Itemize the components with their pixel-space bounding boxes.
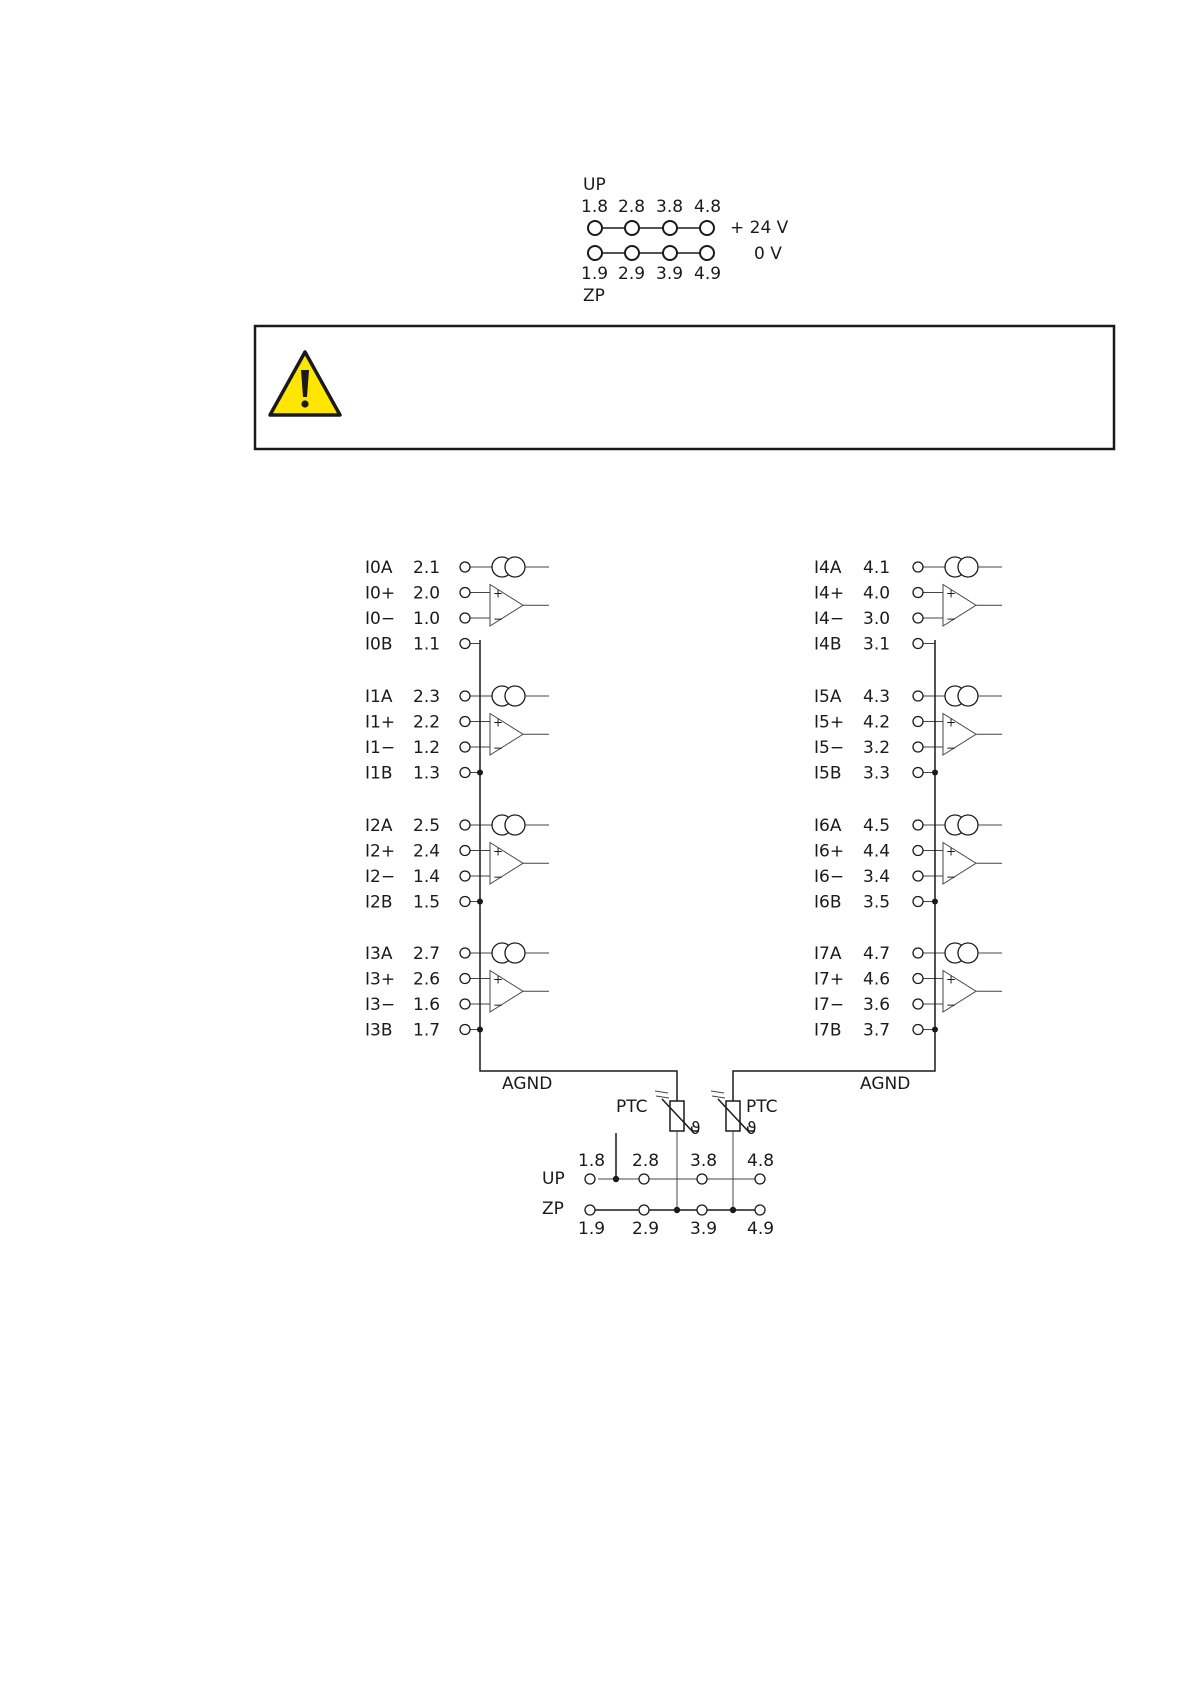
channel-name-label: I1+ [365,712,396,733]
terminal-circle [913,1025,923,1035]
terminal-circle [663,246,677,260]
terminal-number-label: 3.2 [863,738,891,758]
terminal-number-label: 1.6 [413,995,441,1015]
terminal-number-label: 1.3 [413,763,441,784]
agnd-wire-left [480,640,677,1110]
opamp-minus-sign: − [946,612,957,626]
terminal-circle [700,221,714,235]
channel-blocks [365,557,1002,1041]
terminal-circle [460,691,470,701]
channel-group [814,943,1002,1041]
terminal-circle [913,948,923,958]
opamp-minus-sign: − [493,612,504,626]
zp-terminal-label: 4.9 [694,264,722,284]
terminal-number-label: 4.6 [863,969,891,990]
channel-group [365,943,549,1041]
terminal-number-label: 2.0 [413,583,441,604]
terminal-circle [913,846,923,856]
terminal-circle [460,639,470,649]
terminal-circle [913,613,923,623]
terminal-number-label: 4.0 [863,583,891,604]
opamp-plus-sign: + [946,715,957,730]
terminal-circle [588,221,602,235]
channel-name-label: I6− [814,867,845,887]
channel-name-label: I3A [365,944,393,964]
channel-name-label: I2B [365,892,393,913]
opamp-plus-sign: + [493,586,504,601]
channel-name-label: I2A [365,816,393,836]
zp-terminal-label: 1.9 [581,264,609,284]
terminal-circle [913,820,923,830]
terminal-number-label: 3.6 [863,995,891,1015]
terminal-circle [697,1174,707,1184]
opamp-plus-sign: + [946,586,957,601]
terminal-circle [755,1174,765,1184]
terminal-circle [913,639,923,649]
terminal-circle [460,820,470,830]
channel-name-label: I5+ [814,712,845,733]
terminal-number-label: 3.0 [863,609,891,629]
terminal-circle [625,221,639,235]
junction-dot [613,1176,619,1182]
current-source-icon [958,557,978,577]
ptc-heat-arrows-left [655,1091,669,1098]
ptc-temp-symbol-left: ϑ [690,1119,701,1139]
terminal-circle [460,897,470,907]
terminal-number-label: 2.2 [413,712,441,733]
terminal-number-label: 3.5 [863,892,891,913]
terminal-circle [913,897,923,907]
channel-name-label: I5B [814,763,842,784]
terminal-number-label: 1.0 [413,609,441,629]
channel-name-label: I5− [814,738,845,758]
zero-volt-label: 0 V [754,244,782,264]
terminal-circle [460,948,470,958]
opamp-minus-sign: − [946,741,957,755]
terminal-number-label: 1.5 [413,892,441,913]
bottom-up-terminal-label: 2.8 [632,1151,660,1171]
warning-frame [255,326,1114,449]
terminal-circle [913,999,923,1009]
terminal-number-label: 2.3 [413,687,441,707]
agnd-label-left: AGND [502,1074,553,1094]
channel-name-label: I6B [814,892,842,913]
terminal-number-label: 4.5 [863,816,891,836]
bottom-zp-terminal-label: 3.9 [690,1219,718,1239]
channel-name-label: I1B [365,763,393,784]
opamp-plus-sign: + [493,844,504,859]
channel-group [365,557,549,655]
channel-name-label: I4− [814,609,845,629]
terminal-circle [460,846,470,856]
terminal-circle [663,221,677,235]
terminal-number-label: 1.4 [413,867,441,887]
terminal-circle [700,246,714,260]
terminal-circle [639,1174,649,1184]
terminal-circle [460,742,470,752]
terminal-number-label: 2.5 [413,816,441,836]
warning-box [255,326,1114,449]
terminal-number-label: 4.2 [863,712,891,733]
terminal-circle [460,974,470,984]
terminal-number-label: 4.1 [863,558,891,578]
terminal-circle [585,1174,595,1184]
ptc-label-right: PTC [746,1097,778,1117]
channel-group [814,557,1002,655]
zp-terminal-label: 3.9 [656,264,684,284]
terminal-number-label: 2.6 [413,969,441,990]
channel-group [365,815,549,913]
terminal-number-label: 1.1 [413,634,441,655]
terminal-circle [460,613,470,623]
channel-name-label: I4A [814,558,842,578]
channel-name-label: I0+ [365,583,396,604]
channel-name-label: I7− [814,995,845,1015]
terminal-circle [585,1205,595,1215]
terminal-number-label: 4.3 [863,687,891,707]
up-terminal-label: 3.8 [656,197,684,217]
up-terminal-label: 1.8 [581,197,609,217]
terminal-circle [913,742,923,752]
terminal-circle [913,871,923,881]
terminal-circle [460,871,470,881]
terminal-number-label: 1.2 [413,738,441,758]
opamp-minus-sign: − [493,998,504,1012]
channel-name-label: I4B [814,634,842,655]
ptc-temp-symbol-right: ϑ [746,1119,757,1139]
ptc-label-left: PTC [616,1097,648,1117]
terminal-circle [460,717,470,727]
terminal-circle [639,1205,649,1215]
channel-name-label: I3− [365,995,396,1015]
terminal-number-label: 1.7 [413,1020,441,1041]
zp-label: ZP [583,286,605,306]
terminal-number-label: 3.3 [863,763,891,784]
channel-name-label: I0− [365,609,396,629]
current-source-icon [505,557,525,577]
current-source-icon [505,943,525,963]
opamp-plus-sign: + [946,972,957,987]
current-source-icon [505,686,525,706]
bottom-up-label: UP [542,1169,565,1189]
channel-group [814,815,1002,913]
opamp-minus-sign: − [493,741,504,755]
terminal-circle [913,588,923,598]
opamp-minus-sign: − [946,998,957,1012]
bottom-supply-bus [542,1133,774,1239]
channel-name-label: I7B [814,1020,842,1041]
terminal-number-label: 4.4 [863,841,891,862]
terminal-circle [460,999,470,1009]
channel-name-label: I2+ [365,841,396,862]
channel-name-label: I0A [365,558,393,578]
channel-name-label: I1− [365,738,396,758]
terminal-number-label: 3.4 [863,867,891,887]
current-source-icon [958,943,978,963]
zp-terminal-label: 2.9 [618,264,646,284]
supply-legend [581,175,789,306]
terminal-circle [755,1205,765,1215]
junction-dot [730,1207,736,1213]
terminal-circle [588,246,602,260]
bottom-zp-terminal-label: 4.9 [747,1219,775,1239]
current-source-icon [505,815,525,835]
terminal-number-label: 2.7 [413,944,441,964]
terminal-circle [460,588,470,598]
terminal-circle [460,562,470,572]
terminal-circle [697,1205,707,1215]
channel-name-label: I6A [814,816,842,836]
terminal-circle [913,768,923,778]
channel-name-label: I4+ [814,583,845,604]
bottom-up-terminal-label: 4.8 [747,1151,775,1171]
plus-24v-label: + 24 V [730,218,789,238]
bottom-zp-terminal-label: 1.9 [578,1219,606,1239]
terminal-number-label: 3.7 [863,1020,891,1041]
ptc-heat-arrows-right [711,1091,725,1098]
terminal-circle [913,691,923,701]
opamp-minus-sign: − [493,870,504,884]
bottom-up-terminal-label: 3.8 [690,1151,718,1171]
terminal-circle [913,562,923,572]
channel-name-label: I7A [814,944,842,964]
current-source-icon [958,686,978,706]
opamp-plus-sign: + [493,715,504,730]
terminal-circle [625,246,639,260]
terminal-circle [460,1025,470,1035]
up-terminal-label: 2.8 [618,197,646,217]
opamp-plus-sign: + [493,972,504,987]
channel-name-label: I3B [365,1020,393,1041]
channel-name-label: I0B [365,634,393,655]
channel-group [814,686,1002,784]
channel-name-label: I2− [365,867,396,887]
bottom-zp-terminal-label: 2.9 [632,1219,660,1239]
terminal-circle [913,717,923,727]
terminal-circle [460,768,470,778]
bottom-zp-label: ZP [542,1199,564,1219]
channel-name-label: I5A [814,687,842,707]
terminal-circle [913,974,923,984]
bottom-up-terminal-label: 1.8 [578,1151,606,1171]
up-terminal-label: 4.8 [694,197,722,217]
terminal-number-label: 2.4 [413,841,441,862]
current-source-icon [958,815,978,835]
channel-name-label: I3+ [365,969,396,990]
channel-name-label: I6+ [814,841,845,862]
up-label: UP [583,175,606,195]
terminal-number-label: 4.7 [863,944,891,964]
agnd-label-right: AGND [860,1074,911,1094]
channel-name-label: I1A [365,687,393,707]
channel-group [365,686,549,784]
junction-dot [674,1207,680,1213]
opamp-minus-sign: − [946,870,957,884]
opamp-plus-sign: + [946,844,957,859]
terminal-number-label: 2.1 [413,558,441,578]
terminal-number-label: 3.1 [863,634,891,655]
channel-name-label: I7+ [814,969,845,990]
